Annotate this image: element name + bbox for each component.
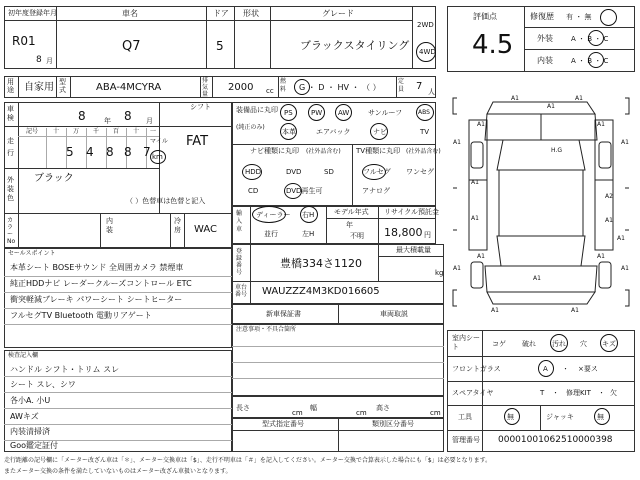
equip-item: サンルーフ: [368, 109, 403, 117]
disp-label: 排気量: [202, 77, 209, 98]
spare-option: T: [540, 389, 545, 397]
spare-label: スペアタイヤ: [452, 389, 494, 397]
navi-item: SD: [324, 168, 334, 176]
diagram-mark: A1: [605, 217, 613, 224]
tv-item: アナログ: [362, 187, 390, 195]
reg-month: 8: [36, 55, 42, 65]
mgmt-value: 00001001062510000398: [498, 435, 613, 445]
tv-item: ワンセグ: [406, 168, 434, 176]
warranty-new: 新車保証書: [266, 310, 301, 318]
reg-label: 初年度登録年月: [8, 9, 57, 17]
seat-option: 穴: [580, 340, 587, 348]
load-label: 最大積載量: [396, 246, 431, 254]
vin-label: 車台番号: [235, 284, 248, 298]
tool-value: 無: [507, 413, 514, 421]
equip-item: AW: [338, 109, 350, 117]
cap-value: 7: [416, 81, 423, 92]
exterior-label: 外装: [537, 34, 553, 43]
notes-block: [232, 324, 444, 396]
diagram-mark: A1: [471, 215, 479, 222]
diagram-mark: A1: [491, 307, 499, 314]
diagram-mark: A1: [477, 121, 485, 128]
diagram-mark: A1: [547, 103, 555, 110]
reg-year: R01: [12, 34, 36, 48]
inspect-note-line: シート スレ、シワ: [10, 380, 76, 389]
equip-item: 本革: [282, 128, 296, 136]
diagram-mark: A1: [453, 139, 461, 146]
diagram-mark: A1: [571, 307, 579, 314]
equip-item: エアバック: [316, 128, 351, 136]
colorno-interior-label: 内装: [106, 217, 113, 234]
diagram-hg: H.G: [551, 147, 562, 154]
dims-row: [232, 396, 444, 418]
tool-label: 工具: [458, 413, 472, 421]
footer-line2: またメーター交換の条件を満たしていないものはメーター改ざん車扱いとなります。: [4, 468, 232, 475]
navi-item: HDD: [245, 168, 262, 176]
mileage-digit-label: 一: [150, 128, 157, 135]
inspect-note-line: 内装清掃済: [10, 427, 50, 436]
spare-option: ・: [552, 389, 559, 397]
selling-line: 純正HDDナビ レーダークルーズコントロール ETC: [10, 279, 192, 288]
inspect-note-line: Goo鑑定証付: [10, 441, 58, 450]
spare-option: 修理KIT: [566, 389, 591, 397]
ac-value: WAC: [194, 224, 217, 235]
seat-option: キズ: [602, 340, 616, 348]
use-label: 用途: [7, 78, 14, 94]
typeno-label: 型式指定番号: [262, 420, 304, 428]
import-dealer: ディーラー: [256, 211, 291, 219]
import-label: 輸入車: [236, 210, 243, 233]
fuel-label: 燃料: [280, 78, 287, 93]
dim-width-unit: cm: [356, 409, 367, 417]
tv-sub: (社外品含む): [406, 148, 441, 155]
diagram-mark: A1: [511, 95, 519, 102]
navi-item: DVD: [286, 168, 302, 176]
seat-label: 室内シート: [452, 334, 480, 351]
diagram-mark: A1: [533, 275, 541, 282]
inspect-notes-label: 検査記入欄: [8, 352, 39, 359]
diagram-mark: A1: [621, 139, 629, 146]
import-left-handle: 左H: [302, 230, 315, 238]
model-year-unit: 年: [346, 221, 353, 229]
type-value: ABA-4MCYRA: [96, 82, 162, 93]
shift-value: FAT: [186, 134, 209, 149]
import-parallel: 並行: [264, 230, 278, 238]
model-unknown: 不明: [350, 232, 364, 240]
inspect-note-line: 各小A. 小U: [10, 396, 51, 405]
mileage-unit: km: [152, 153, 163, 161]
glass-option: ・: [562, 365, 569, 373]
cap-unit: 人: [428, 88, 435, 96]
equip-item: ABS: [418, 109, 430, 116]
drive-4wd: 4WD: [419, 48, 436, 56]
selling-label: セールスポイント: [8, 250, 56, 257]
name-label: 車名: [122, 9, 138, 18]
disp-unit: cc: [266, 87, 274, 95]
recycle-value: 18,800: [384, 226, 423, 239]
vin-value: WAUZZZ4M3KD016605: [262, 286, 380, 297]
equip-item: PW: [311, 109, 323, 117]
seat-option: コゲ: [492, 340, 506, 348]
color-note: （ ）色替車は色替と記入: [126, 197, 206, 205]
dim-width-label: 幅: [310, 404, 317, 412]
inspect-note-line: AWキズ: [10, 412, 39, 421]
score-value: 4.5: [472, 30, 514, 60]
import-right-handle: 右H: [302, 211, 315, 219]
use-value: 自家用: [24, 82, 54, 93]
dim-height-label: 高さ: [376, 404, 390, 412]
shift-label: シフト: [190, 103, 211, 111]
selling-line: 本革シート BOSEサウンド 全周囲カメラ 禁煙車: [10, 263, 184, 272]
warranty-manual: 車両取説: [380, 310, 408, 318]
tv-item: フルセグ: [363, 168, 391, 176]
plate-value: 豊橋334さ1120: [280, 257, 362, 270]
recycle-label: リサイクル預託金: [384, 208, 440, 216]
mileage-digit-label: 記号: [26, 128, 39, 135]
type-label: 型式: [59, 78, 66, 94]
model-label: モデル年式: [334, 208, 369, 216]
colorno-label: カラーNo: [7, 217, 16, 245]
diagram-mark: A1: [575, 95, 583, 102]
diagram-mark: A1: [597, 253, 605, 260]
equip-label: 装備品に丸印: [236, 106, 278, 114]
diagram-mark: A2: [605, 193, 613, 200]
footer-line1: 走行距離の記号欄に「メーター改ざん車は「＊」、メーター交換車は「$」、走行不明車は「＃」を記入してください。メーター交換で合算表示した場合にも「$」は必要となります。: [4, 457, 492, 464]
tv-label: TV種類に丸印: [356, 147, 401, 155]
typecls-label: 類別区分番号: [372, 420, 414, 428]
mileage-unit-top: マイル: [150, 138, 168, 145]
mgmt-label: 管理番号: [452, 436, 480, 444]
door-label: ドア: [213, 9, 229, 18]
interior-options: A ・ B ・ C: [571, 57, 609, 65]
seat-option: 破れ: [522, 340, 536, 348]
glass-option: ×要ス: [578, 365, 598, 373]
repair-label: 修復歴: [530, 12, 554, 21]
mileage-digit: 7: [143, 145, 151, 159]
recycle-unit: 円: [424, 231, 431, 239]
score-label: 評価点: [473, 12, 497, 21]
diagram-mark: A1: [477, 253, 485, 260]
navi-label: ナビ種類に丸印: [250, 147, 299, 155]
diagram-mark: A1: [597, 121, 605, 128]
seat-option: 汚れ: [552, 340, 566, 348]
mileage-digit-label: 千: [93, 128, 100, 135]
navi-sub: (社外品含む): [306, 148, 341, 155]
color-label: 外装色: [7, 176, 14, 202]
diagram-mark: A1: [617, 235, 625, 242]
inspect-note-line: ハンドル シフト・トリム スレ: [10, 365, 120, 374]
inspect-year-unit: 年: [104, 117, 111, 125]
dim-height-unit: cm: [430, 409, 441, 417]
equip-item: PS: [284, 109, 293, 117]
ac-label: 冷房: [174, 217, 181, 234]
mileage-digit-label: 十: [53, 128, 60, 135]
load-unit: kg: [435, 269, 444, 277]
inspect-year: 8: [78, 109, 86, 123]
mileage-digit: 4: [86, 145, 94, 159]
mileage-digit-label: 十: [133, 128, 140, 135]
grade-label: グレード: [322, 9, 354, 18]
inspect-month-unit: 月: [146, 117, 153, 125]
navi-item: DVD再生可: [286, 187, 323, 195]
drive-2wd: 2WD: [417, 21, 434, 29]
navi-item: CD: [248, 187, 259, 195]
shape-label: 形状: [243, 9, 259, 18]
mileage-digit: 8: [124, 145, 132, 159]
selling-line: フルセグTV Bluetooth 電動リアゲート: [10, 311, 152, 320]
jack-label: ジャッキ: [546, 413, 574, 421]
equip-sub: (純正のみ): [236, 124, 265, 131]
disp-value: 2000: [228, 82, 254, 93]
door-count: 5: [216, 39, 224, 53]
mileage-digit: 8: [106, 145, 114, 159]
reg-month-unit: 月: [46, 57, 53, 65]
color-value: ブラック: [34, 173, 74, 184]
inspect-month: 8: [124, 109, 132, 123]
grade: ブラックスタイリング: [300, 39, 410, 52]
inspect-label: 車検: [7, 105, 14, 122]
diagram-mark: A1: [621, 265, 629, 272]
diagram-mark: A1: [471, 179, 479, 186]
selling-line: 衝突軽減ブレーキ パワーシート シートヒーター: [10, 295, 183, 304]
mileage-digit-label: 百: [113, 128, 120, 135]
car-diagram: [447, 80, 635, 325]
dim-length-unit: cm: [292, 409, 303, 417]
mileage-label: 走行: [7, 137, 14, 157]
cap-label: 定員: [398, 78, 405, 93]
glass-option: A: [543, 365, 548, 373]
plate-label: 登録番号: [236, 248, 243, 276]
spare-option: ・: [598, 389, 605, 397]
mileage-digit-label: 万: [73, 128, 80, 135]
fuel-options: G ・ D ・ HV ・ （ ）: [299, 83, 381, 92]
mileage-digit: 5: [66, 145, 74, 159]
notes-label: 注意事項・不具合箇所: [236, 326, 297, 333]
jack-value: 無: [597, 413, 604, 421]
exterior-options: A ・ B ・ C: [571, 35, 609, 43]
glass-label: フロントガラス: [452, 365, 501, 373]
diagram-mark: A1: [453, 265, 461, 272]
car-name: Q7: [122, 39, 141, 54]
equip-item: ナビ: [373, 128, 387, 136]
dim-length-label: 長さ: [236, 404, 250, 412]
equip-item: TV: [420, 128, 430, 136]
interior-label: 内装: [537, 56, 553, 65]
spare-option: 欠: [610, 389, 617, 397]
repair-options: 有 ・ 無: [566, 13, 592, 21]
